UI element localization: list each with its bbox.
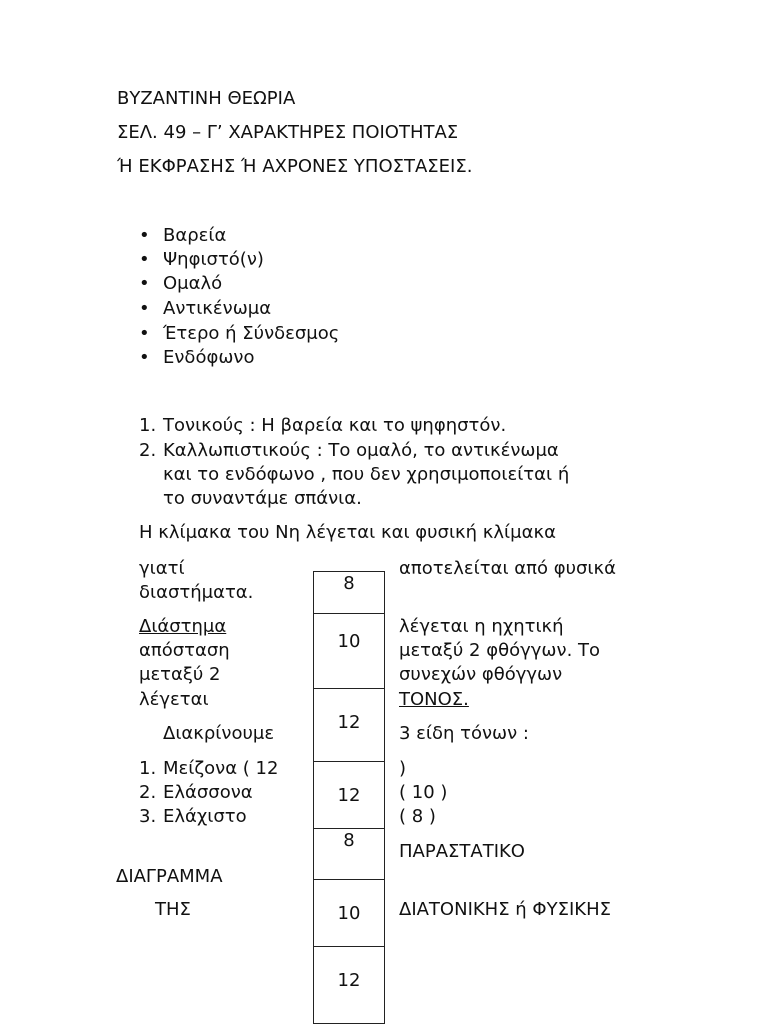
right-text: ΔΙΑΤΟΝΙΚΗΣ ή ΦΥΣΙΚΗΣ [399, 899, 611, 920]
scale-cell: 12 [313, 946, 385, 1024]
scale-cell: 8 [313, 828, 385, 880]
bullet-dot: • [139, 298, 150, 319]
right-text: ( 8 ) [399, 806, 436, 827]
doc-title: ΒΥΖΑΝΤΙΝΗ ΘΕΩΡΙΑ [117, 88, 296, 109]
right-text: ) [399, 758, 407, 779]
diagram-label: ΔΙΑΓΡΑΜΜΑ [116, 866, 223, 887]
left-text: διαστήματα. [139, 582, 254, 603]
right-text: αποτελείται από φυσικά [399, 558, 616, 579]
left-text: μεταξύ 2 [139, 664, 221, 685]
scale-cell: 10 [313, 613, 385, 689]
scale-cell: 10 [313, 879, 385, 947]
scale-cell: 12 [313, 688, 385, 762]
bullet-dot: • [139, 347, 150, 368]
left-text: λέγεται [139, 689, 209, 710]
interval-heading: Διάστημα [139, 616, 227, 637]
bullet-dot: • [139, 249, 150, 270]
right-text: λέγεται η ηχητική [399, 616, 564, 637]
scale-cell: 8 [313, 571, 385, 614]
right-text: 3 είδη τόνων : [399, 723, 529, 744]
left-text: Διακρίνουμε [163, 723, 275, 744]
doc-subtitle-2: Ή ΕΚΦΡΑΣΗΣ Ή ΑΧΡΟΝΕΣ ΥΠΟΣΤΑΣΕΙΣ. [117, 156, 473, 177]
bullet-dot: • [139, 225, 150, 246]
doc-subtitle: ΣΕΛ. 49 – Γ’ ΧΑΡΑΚΤΗΡΕΣ ΠΟΙΟΤΗΤΑΣ [117, 122, 459, 143]
list-item-continuation: και το ενδόφωνο , που δεν χρησιμοποιείται ή [163, 464, 570, 485]
scale-cell: 12 [313, 761, 385, 829]
bullet-dot: • [139, 273, 150, 294]
right-text: ( 10 ) [399, 782, 448, 803]
right-text: ΠΑΡΑΣΤΑΤΙΚΟ [399, 841, 525, 862]
diagram-label: ΤΗΣ [155, 899, 191, 920]
scale-paragraph: Η κλίμακα του Νη λέγεται και φυσική κλίμακα [139, 522, 556, 543]
right-text: συνεχών φθόγγων [399, 664, 563, 685]
tone-term: ΤΟΝΟΣ. [399, 689, 469, 710]
left-text: απόσταση [139, 640, 230, 661]
list-item-continuation: το συναντάμε σπάνια. [163, 488, 362, 509]
bullet-dot: • [139, 323, 150, 344]
left-text: γιατί [139, 558, 185, 579]
right-text: μεταξύ 2 φθόγγων. Το [399, 640, 601, 661]
